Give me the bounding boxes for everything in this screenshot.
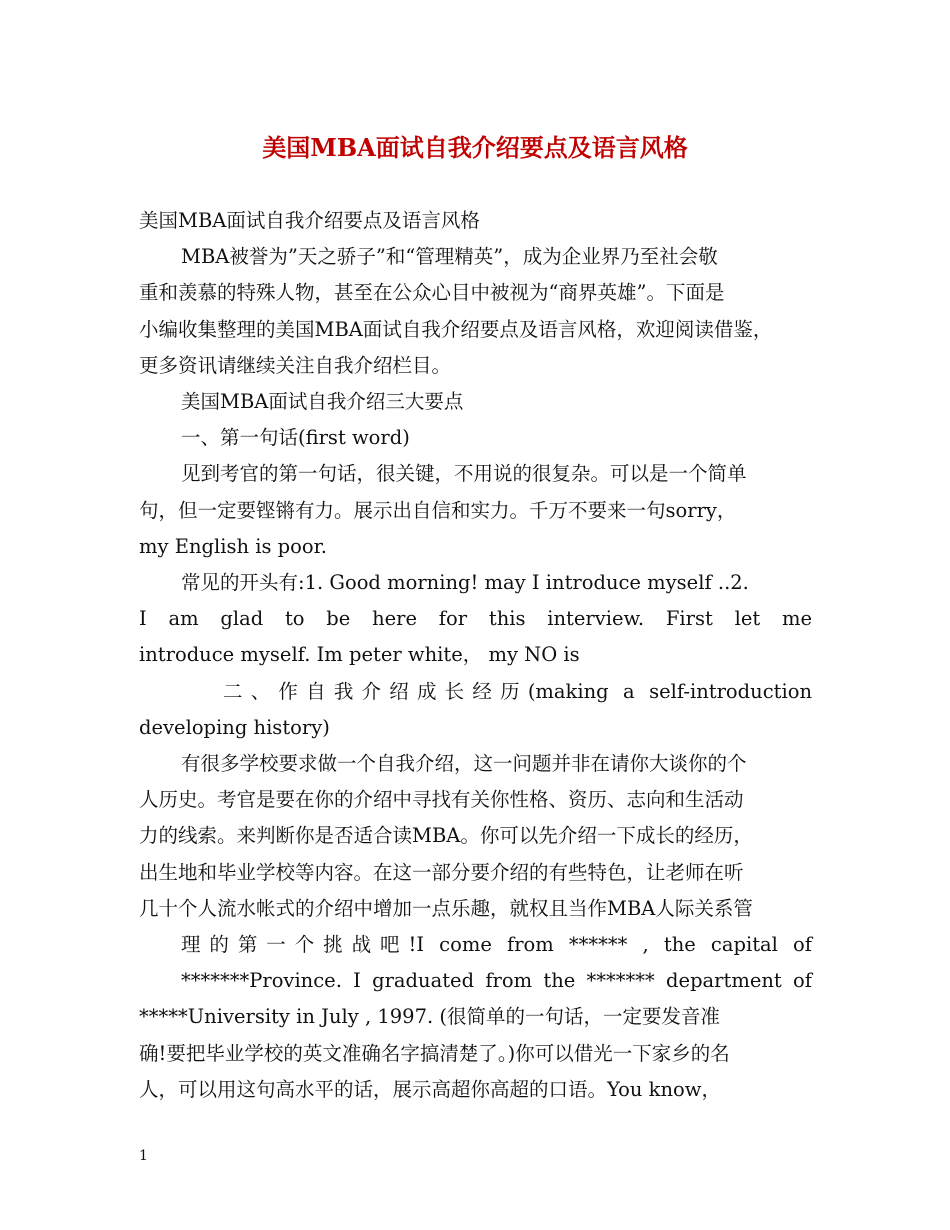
section-heading bbox=[139, 420, 812, 456]
text-line: 常见的开头有:1. Good morning! may I introduce myself ..2. bbox=[181, 571, 749, 595]
paragraph bbox=[139, 384, 812, 420]
text-line: introduce myself. Im peter white， my NO is bbox=[139, 643, 580, 667]
text-line: 美国MBA面试自我介绍要点及语言风格 bbox=[139, 209, 480, 232]
text-line: 几十个人流水帐式的介绍中增加一点乐趣，就权且当作MBA人际关系管 bbox=[139, 896, 753, 920]
paragraph bbox=[139, 565, 812, 674]
text-line: 有很多学校要求做一个自我介绍，这一问题并非在请你大谈你的个 bbox=[181, 752, 747, 776]
text-line: 美国MBA面试自我介绍三大要点 bbox=[181, 390, 464, 414]
text-line: 二、作自我介绍成长经历(making a self-introduction bbox=[223, 679, 812, 703]
text-line: 更多资讯请继续关注自我介绍栏目。 bbox=[139, 353, 452, 377]
text-line: 力的线索。来判断你是否适合读MBA。你可以先介绍一下成长的经历， bbox=[139, 824, 753, 848]
text-line: *****University in July , 1997. (很简单的一句话，一定要发音准 bbox=[139, 1005, 721, 1029]
document-title: 美国MBA面试自我介绍要点及语言风格 bbox=[262, 133, 688, 162]
document-body bbox=[139, 203, 812, 1108]
text-line: MBA被誉为”天之骄子”和“管理精英”，成为企业界乃至社会敬 bbox=[181, 245, 718, 269]
text-line: developing history) bbox=[139, 715, 330, 739]
page-number: 1 bbox=[139, 1148, 148, 1164]
text-line: my English is poor. bbox=[139, 534, 328, 558]
text-line: 人，可以用这句高水平的话，展示高超你高超的口语。You know， bbox=[139, 1077, 721, 1101]
text-line: 理的第一个挑战吧!I come from ****** , the capital of bbox=[181, 933, 812, 957]
paragraph bbox=[139, 239, 812, 384]
text-line: 重和羡慕的特殊人物，甚至在公众心目中被视为“商界英雄”。下面是 bbox=[139, 281, 725, 305]
text-line: 小编收集整理的美国MBA面试自我介绍要点及语言风格，欢迎阅读借鉴， bbox=[139, 317, 773, 341]
text-line: *******Province. I graduated from the ******* department of bbox=[181, 969, 812, 993]
paragraph bbox=[139, 456, 812, 565]
text-line: I am glad to be here for this interview. First let me bbox=[139, 607, 812, 631]
text-line: 一、第一句话(first word) bbox=[181, 426, 410, 450]
paragraph bbox=[139, 746, 812, 1108]
text-line: 出生地和毕业学校等内容。在这一部分要介绍的有些特色，让老师在听 bbox=[139, 860, 744, 884]
section-heading bbox=[139, 674, 812, 746]
text-line: 人历史。考官是要在你的介绍中寻找有关你性格、资历、志向和生活动 bbox=[139, 788, 744, 812]
text-line: 句，但一定要铿锵有力。展示出自信和实力。千万不要来一句sorry， bbox=[139, 498, 737, 522]
paragraph bbox=[139, 203, 812, 239]
text-line: 确!要把毕业学校的英文准确名字搞清楚了。)你可以借光一下家乡的名 bbox=[139, 1041, 730, 1065]
text-line: 见到考官的第一句话，很关键，不用说的很复杂。可以是一个简单 bbox=[181, 462, 747, 486]
